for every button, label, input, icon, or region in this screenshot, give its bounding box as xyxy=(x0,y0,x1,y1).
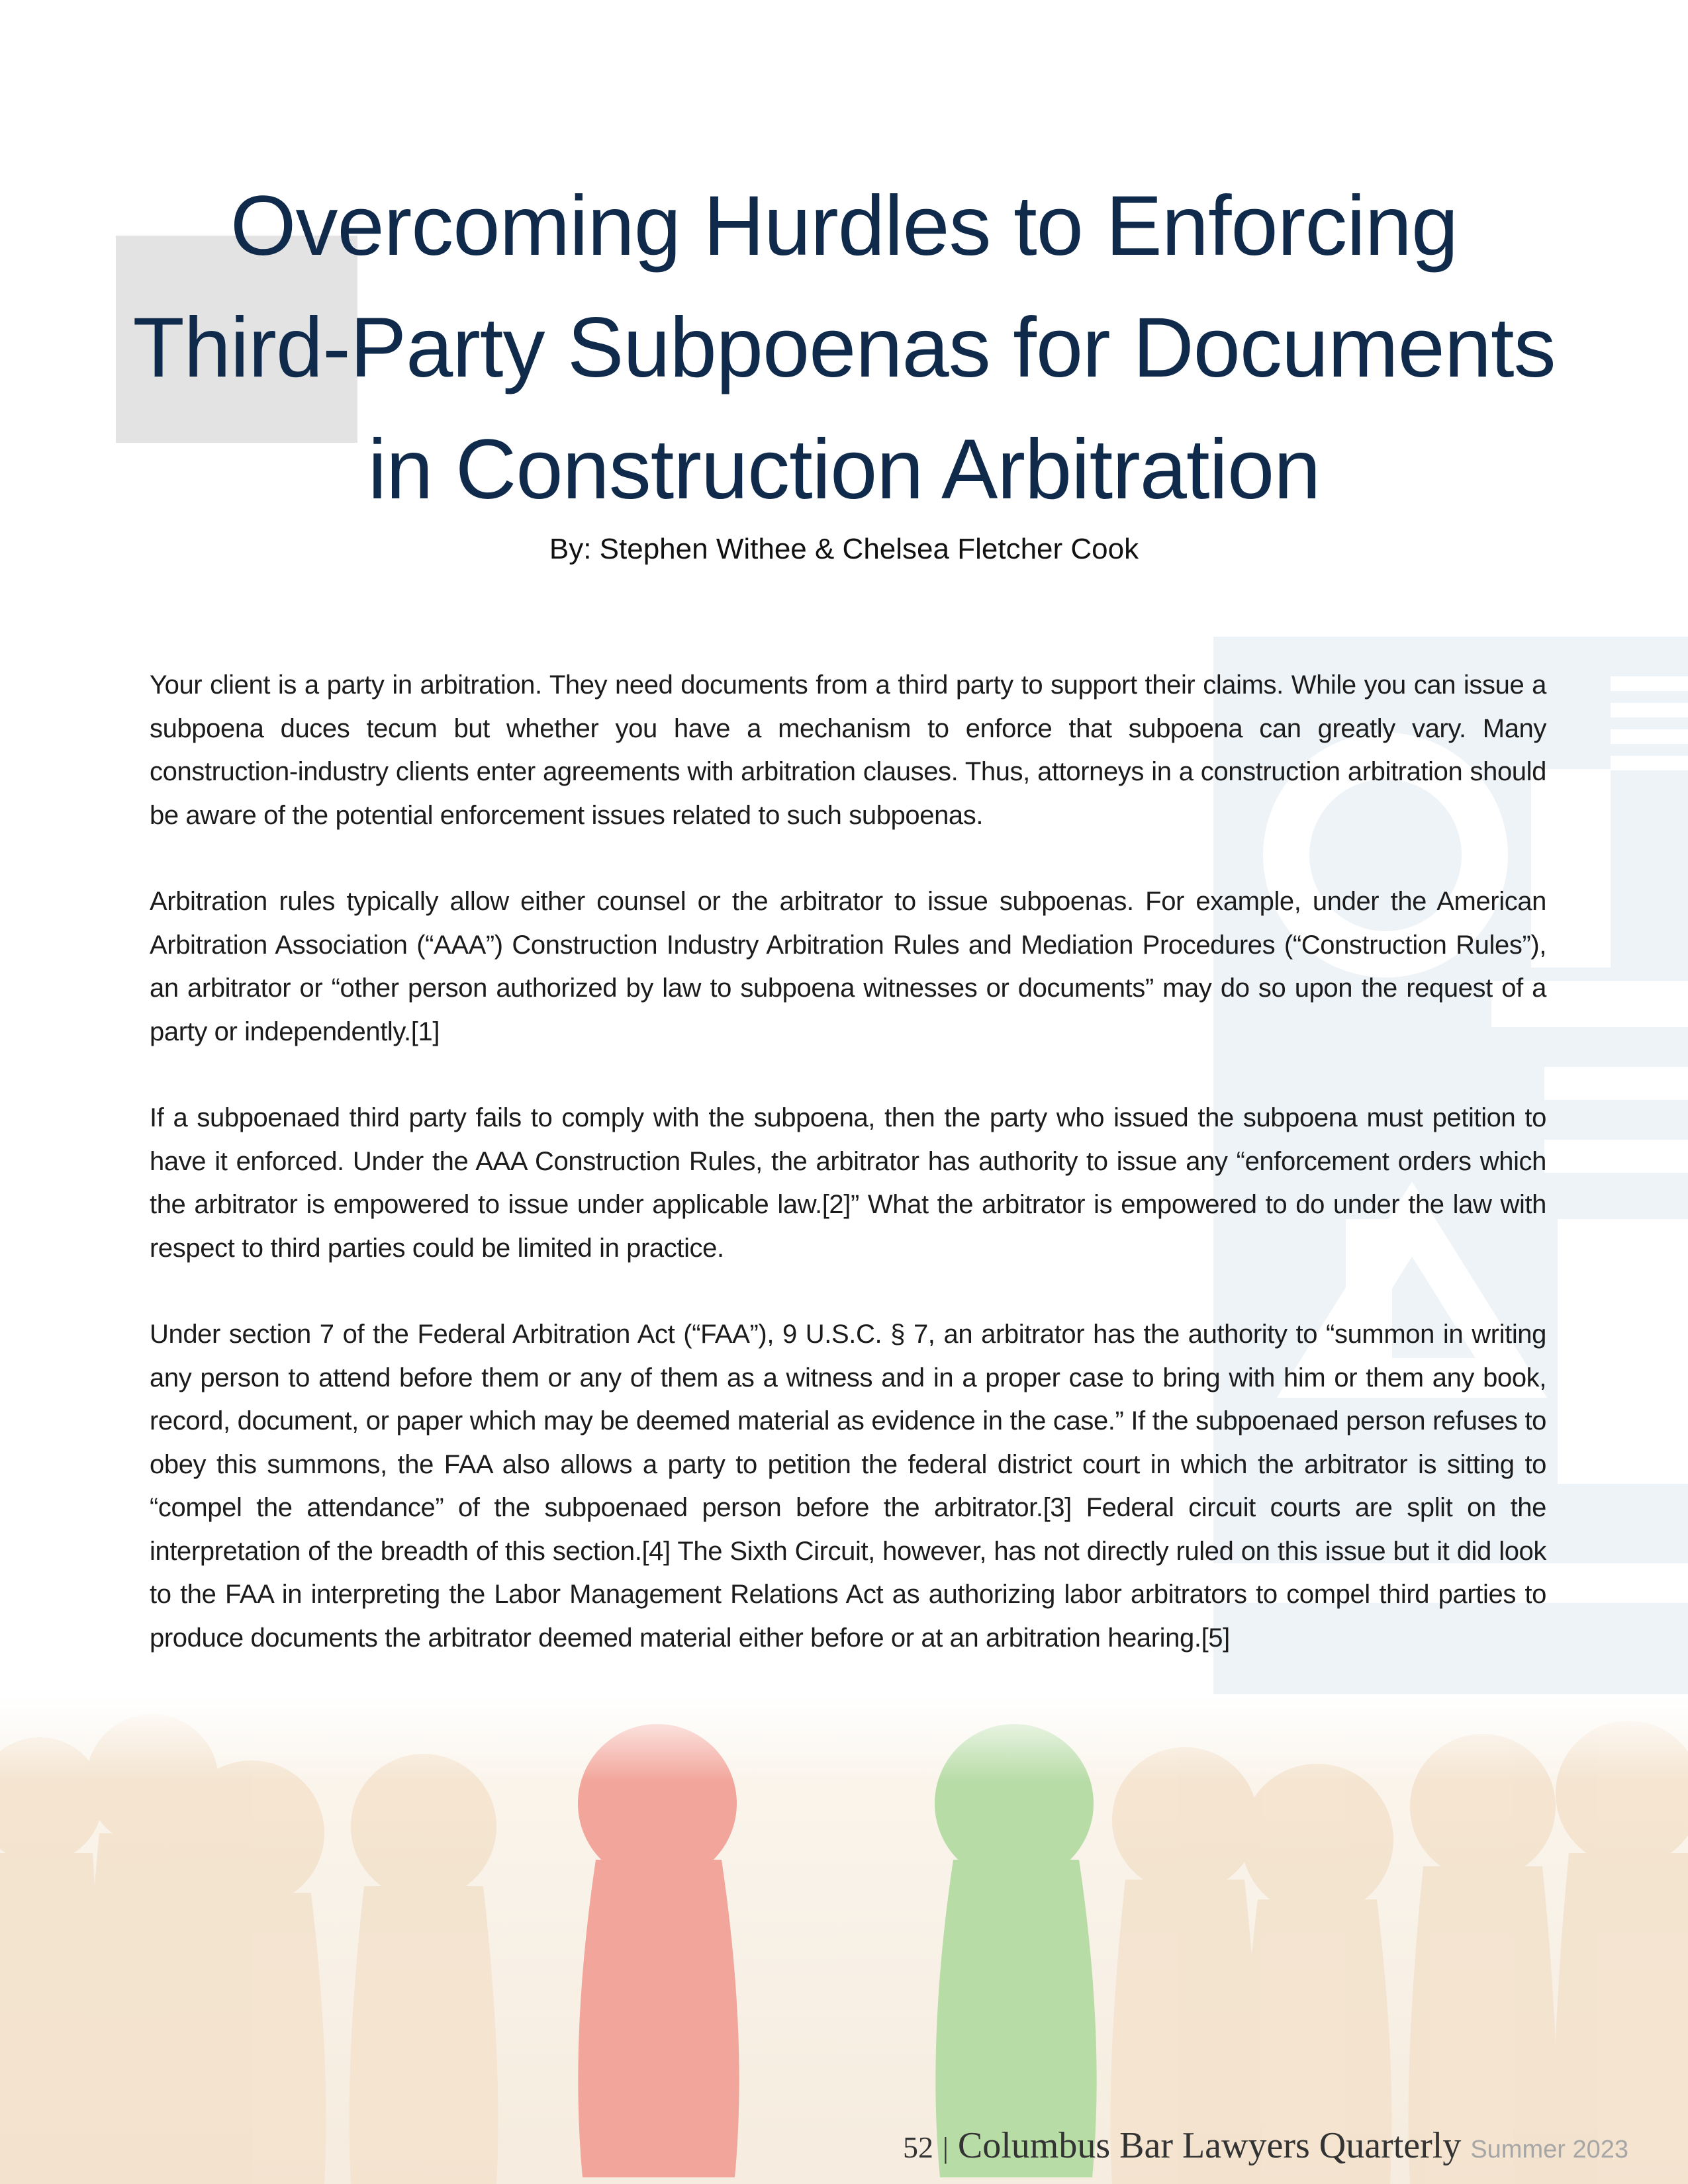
page-number: 52 xyxy=(903,2130,934,2164)
article-body xyxy=(150,664,1546,1703)
footer-separator: | xyxy=(943,2132,949,2164)
page-footer xyxy=(903,2124,1628,2167)
title-line-2: Third-Party Subpoenas for Documents xyxy=(132,300,1556,395)
byline: By: Stephen Withee & Chelsea Fletcher Cook xyxy=(549,533,1139,565)
paragraph-1: Your client is a party in arbitration. They need documents from a third party to support their claims. While you can issue a subpoena duces tecum but whether you have a mechanism to enforce that subpoena can greatly vary. Many construction-industry clients enter agreements with arbitration clauses. Thus, attorneys in a construction arbitration should be aware of the potential enforcement issues related to such subpoenas. xyxy=(150,670,1546,830)
paragraph-4: Under section 7 of the Federal Arbitration Act (“FAA”), 9 U.S.C. § 7, an arbitrator has the authority to “summon in writing any person to attend before them or any of them as a witness and in a proper case to bring with him or them any book, record, document, or paper which may be deemed material as evidence in the case.” If the subpoenaed person refuses to obey this summons, the FAA also allows a party to petition the federal district court in which the arbitrator is sitting to “compel the attendance” of the subpoenaed person before the arbitrator.[3] Federal circuit courts are split on the interpretation of the breadth of this section.[4] The Sixth Circuit, however, has not directly ruled on this issue but it did look to the FAA in interpreting the Labor Management Relations Act as authorizing labor arbitrators to compel third parties to produce documents the arbitrator deemed material either before or at an arbitration hearing.[5] xyxy=(150,1320,1546,1653)
issue-date: Summer 2023 xyxy=(1470,2136,1628,2163)
publication-name: Columbus Bar Lawyers Quarterly xyxy=(957,2125,1462,2166)
title-line-1: Overcoming Hurdles to Enforcing xyxy=(230,179,1458,273)
paragraph-3: If a subpoenaed third party fails to comply with the subpoena, then the party who issued the subpoena must petition to have it enforced. Under the AAA Construction Rules, the arbitrator has authority to issue any “enforcement orders which the arbitrator is empowered to issue under applicable law.[2]” What the arbitrator is empowered to do under the law with respect to third parties could be limited in practice. xyxy=(150,1103,1546,1263)
paragraph-2: Arbitration rules typically allow either counsel or the arbitrator to issue subpoenas. For example, under the American Arbitration Association (“AAA”) Construction Industry Arbitration Rules and Mediation Procedures (“Construction Rules”), an arbitrator or “other person authorized by law to subpoena witnesses or documents” may do so upon the request of a party or independently.[1] xyxy=(150,887,1546,1046)
wooden-figures-photo xyxy=(0,1694,1688,2184)
article-title xyxy=(132,165,1556,531)
title-line-3: in Construction Arbitration xyxy=(367,422,1321,517)
